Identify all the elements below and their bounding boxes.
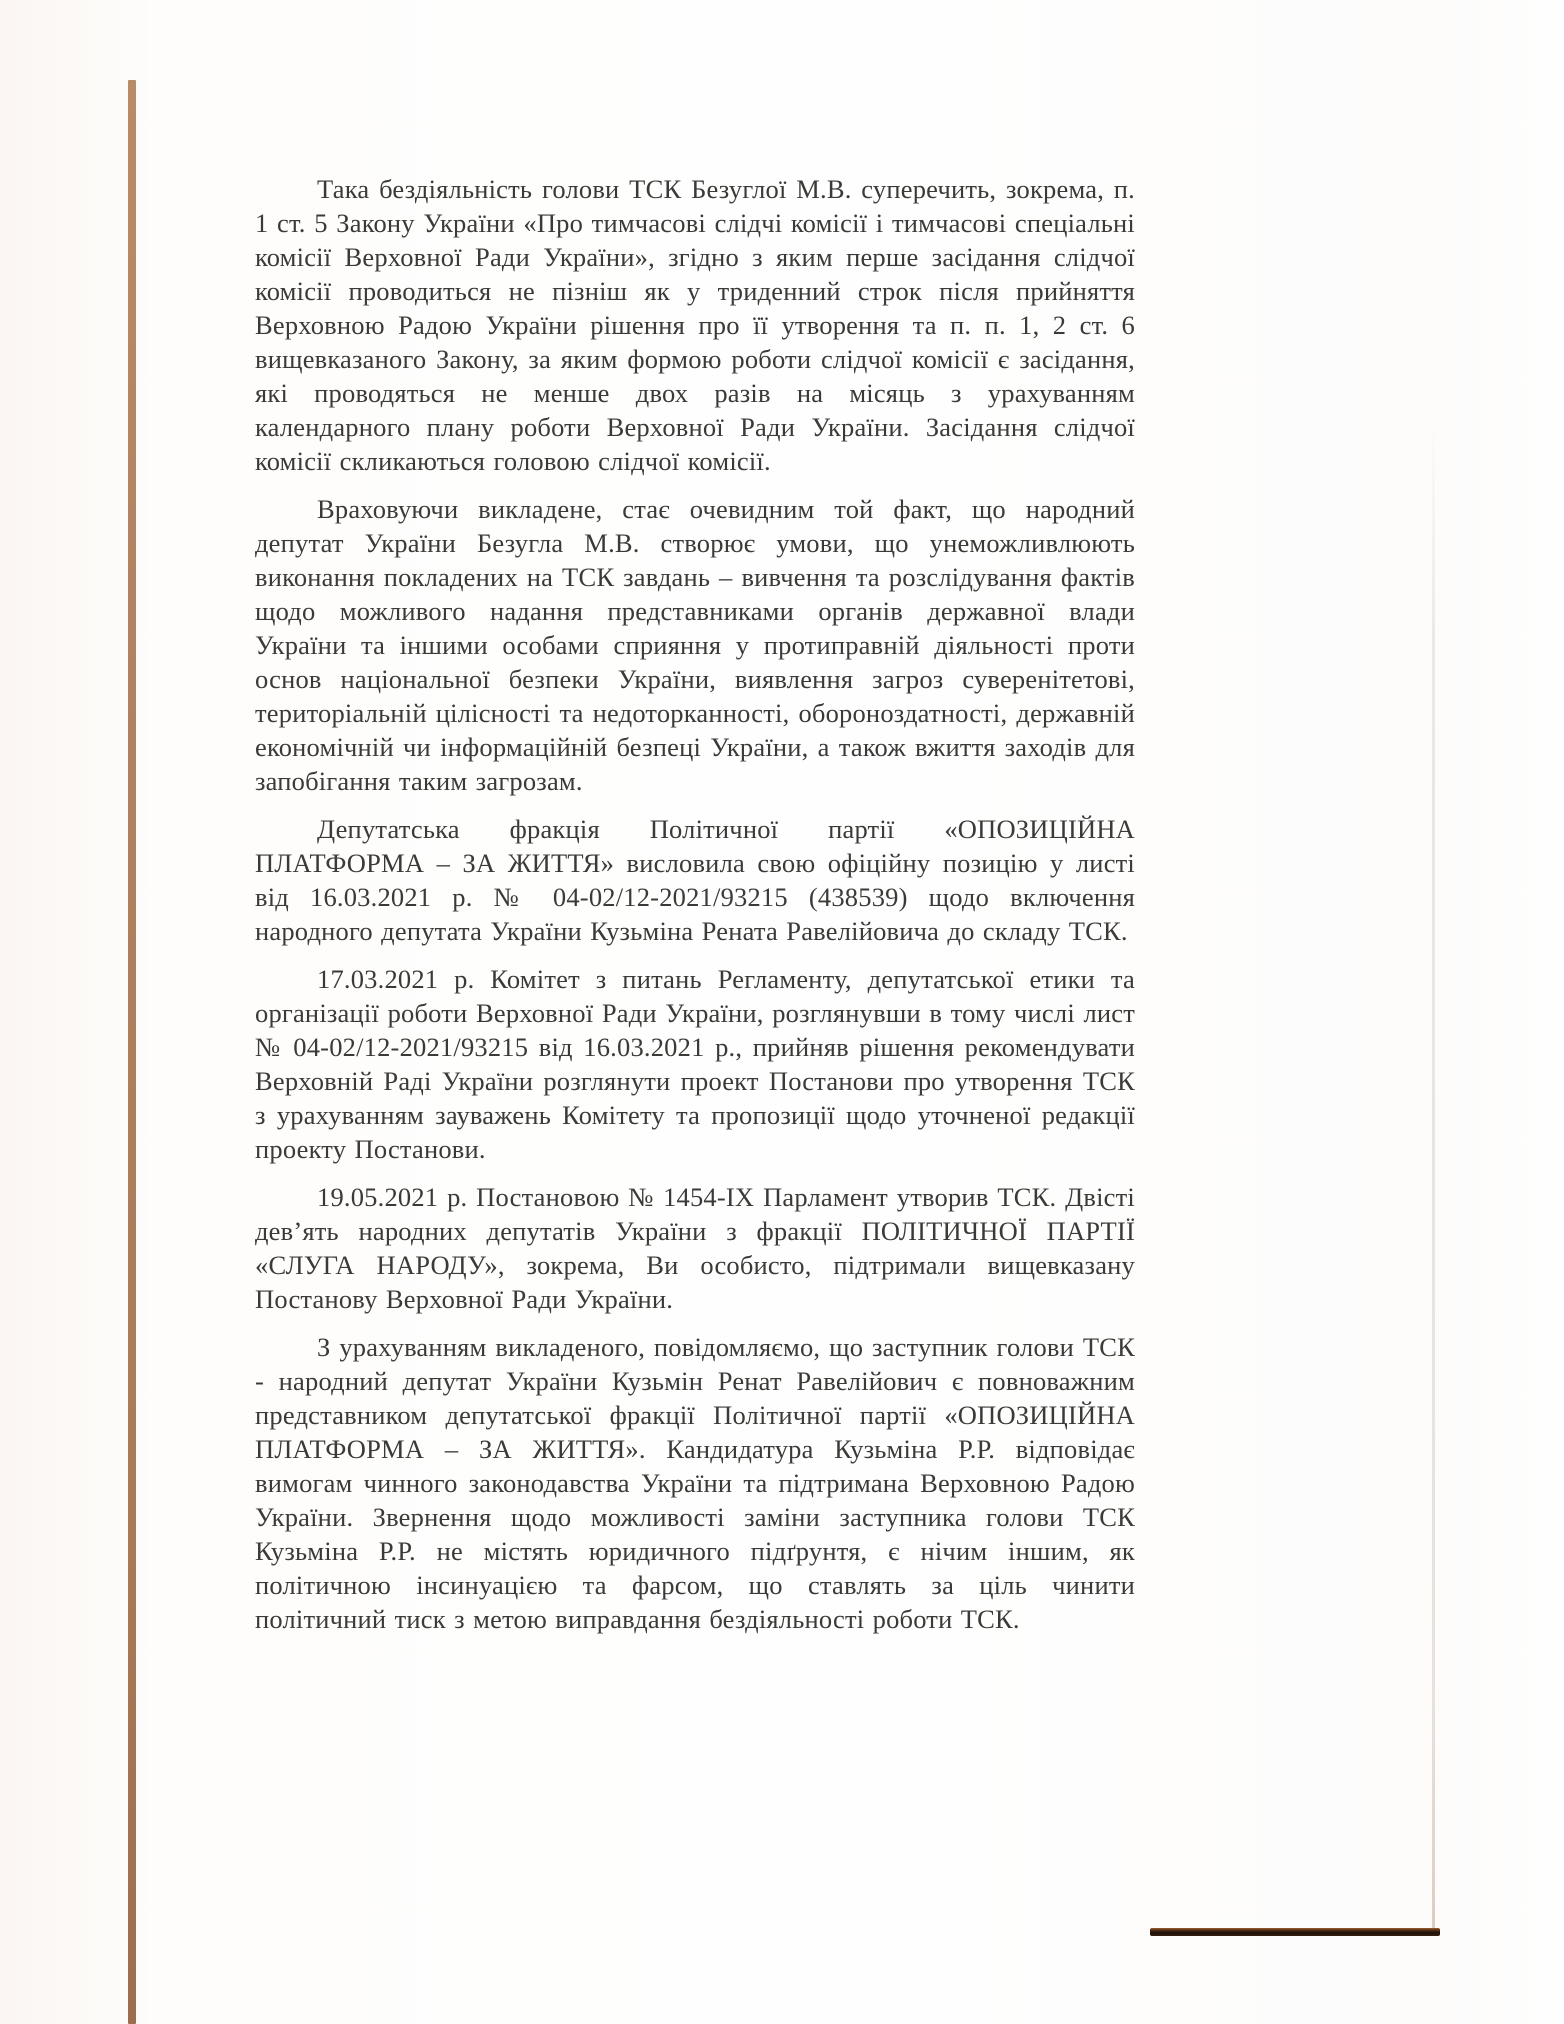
paragraph-1: Така бездіяльність голови ТСК Безуглої М.В. суперечить, зокрема, п. 1 ст. 5 Закону України «Про тимчасові слідчі комісії і тимчасові спеціальні комісії Верховної Ради України», згідно з яким перше засідання слідчої комісії проводиться не пізніш як у триденний строк після прийняття Верховною Радою України рішення про її утворення та п. п. 1, 2 ст. 6 вищевказаного Закону, за яким формою роботи слідчої комісії є засідання, які проводяться не менше двох разів на місяць з урахуванням календарного плану роботи Верховної Ради України. Засідання слідчої комісії скликаються головою слідчої комісії. [255, 174, 1135, 476]
scan-bottom-right-artifact [1150, 1928, 1440, 1936]
paragraph-2: Враховуючи викладене, стає очевидним той факт, що народний депутат України Безугла М.В. створює умови, що унеможливлюють виконання покладених на ТСК завдань – вивчення та розслідування фактів щодо можливого надання представниками органів державної влади України та іншими особами сприяння у протиправній діяльності проти основ національної безпеки України, виявлення загроз суверенітетові, територіальній цілісності та недоторканності, обороноздатності, державній економічній чи інформаційній безпеці України, а також вжиття заходів для запобігання таким загрозам. [255, 494, 1135, 796]
document-body-text [255, 172, 1135, 1650]
paragraph-5: 19.05.2021 р. Постановою № 1454-ІХ Парламент утворив ТСК. Двісті дев’ять народних депутатів України з фракції ПОЛІТИЧНОЇ ПАРТІЇ «СЛУГА НАРОДУ», зокрема, Ви особисто, підтримали вищевказану Постанову Верховної Ради України. [255, 1182, 1135, 1314]
paragraph-4: 17.03.2021 р. Комітет з питань Регламенту, депутатської етики та організації роботи Верховної Ради України, розглянувши в тому числі лист № 04-02/12-2021/93215 від 16.03.2021 р., прийняв рішення рекомендувати Верховній Раді України розглянути проект Постанови про утворення ТСК з урахуванням зауважень Комітету та пропозиції щодо уточненої редакції проекту Постанови. [255, 964, 1135, 1164]
paragraph-3: Депутатська фракція Політичної партії «ОПОЗИЦІЙНА ПЛАТФОРМА – ЗА ЖИТТЯ» висловила свою офіційну позицію у листі від 16.03.2021 р. № 04-02/12-2021/93215 (438539) щодо включення народного депутата України Кузьміна Рената Равелійовича до складу ТСК. [255, 814, 1135, 946]
scan-right-paper-edge [1432, 420, 1435, 1935]
scan-left-edge-strip [128, 80, 136, 2024]
paragraph-6: З урахуванням викладеного, повідомляємо, що заступник голови ТСК - народний депутат України Кузьмін Ренат Равелійович є повноважним представником депутатської фракції Політичної партії «ОПОЗИЦІЙНА ПЛАТФОРМА – ЗА ЖИТТЯ». Кандидатура Кузьміна Р.Р. відповідає вимогам чинного законодавства України та підтримана Верховною Радою України. Звернення щодо можливості заміни заступника голови ТСК Кузьміна Р.Р. не містять юридичного підґрунтя, є нічим іншим, як політичною інсинуацією та фарсом, що ставлять за ціль чинити політичний тиск з метою виправдання бездіяльності роботи ТСК. [255, 1332, 1135, 1634]
